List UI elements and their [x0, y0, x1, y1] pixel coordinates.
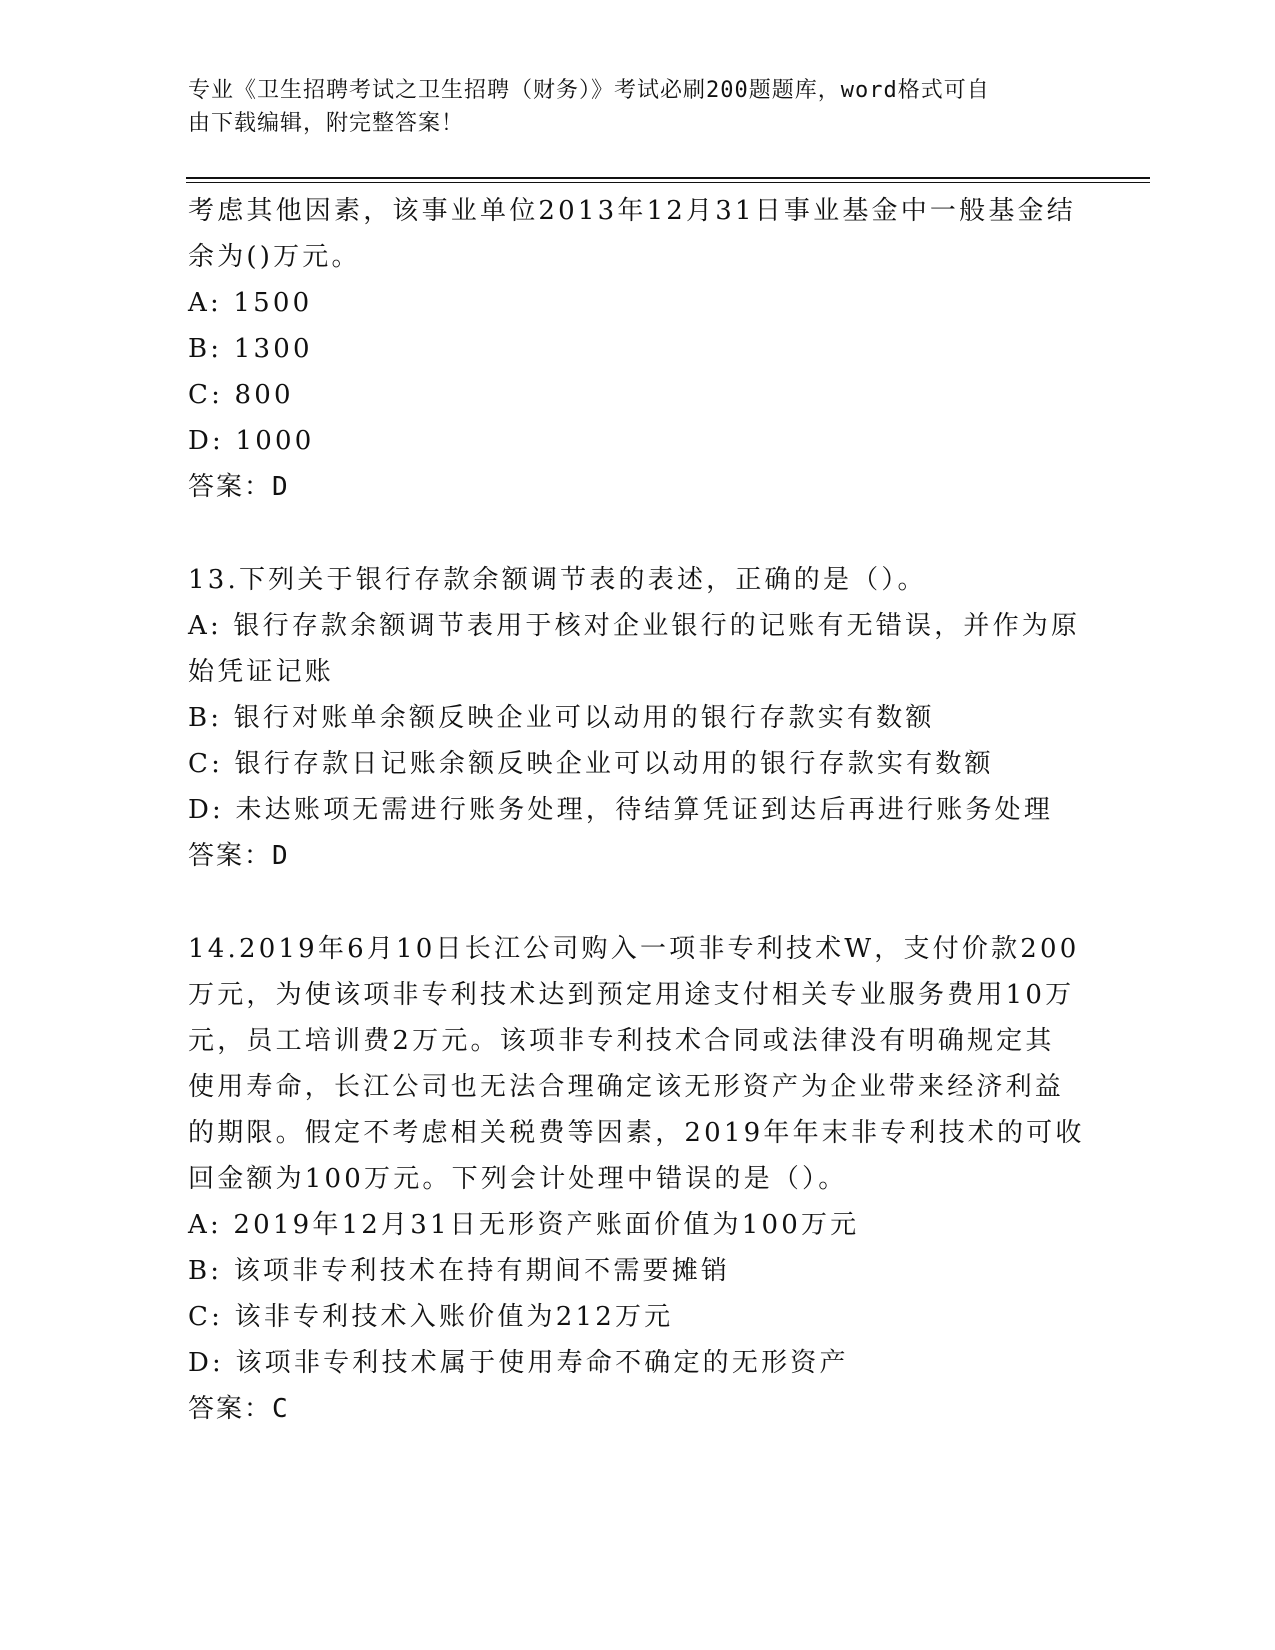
question-stem-line: 元，员工培训费2万元。该项非专利技术合同或法律没有明确规定其 — [188, 1026, 1055, 1056]
option-a: A: 1500 — [188, 288, 313, 318]
option-c: C: 银行存款日记账余额反映企业可以动用的银行存款实有数额 — [188, 749, 994, 779]
answer-line: 答案：C — [188, 1394, 290, 1424]
question-stem-line: 考虑其他因素，该事业单位2013年12月31日事业基金中一般基金结 — [188, 196, 1076, 226]
header-line-2: 由下载编辑，附完整答案！ — [188, 111, 465, 136]
question-stem-line: 万元，为使该项非专利技术达到预定用途支付相关专业服务费用10万 — [188, 980, 1075, 1010]
option-c: C: 800 — [188, 380, 294, 410]
question-list — [188, 188, 1088, 1432]
question-stem-line: 余为()万元。 — [188, 242, 361, 272]
question-stem-line: 13.下列关于银行存款余额调节表的表述，正确的是（）。 — [188, 565, 927, 595]
answer-line: 答案：D — [188, 841, 290, 871]
document-header — [188, 74, 1068, 140]
option-d: D: 未达账项无需进行账务处理，待结算凭证到达后再进行账务处理 — [188, 795, 1054, 825]
question-14 — [188, 926, 1088, 1432]
header-rule-thin — [186, 182, 1150, 183]
question-spacer — [188, 879, 1088, 926]
option-c: C: 该非专利技术入账价值为212万元 — [188, 1302, 674, 1332]
question-spacer — [188, 510, 1088, 557]
question-12 — [188, 188, 1088, 510]
option-b: B: 该项非专利技术在持有期间不需要摊销 — [188, 1256, 731, 1286]
header-line-1: 专业《卫生招聘考试之卫生招聘（财务）》考试必刷200题题库，word格式可自 — [188, 78, 990, 103]
question-13 — [188, 557, 1088, 879]
option-b: B: 银行对账单余额反映企业可以动用的银行存款实有数额 — [188, 703, 935, 733]
question-stem-line: 回金额为100万元。下列会计处理中错误的是（）。 — [188, 1164, 848, 1194]
option-b: B: 1300 — [188, 334, 313, 364]
question-stem-line: 使用寿命，长江公司也无法合理确定该无形资产为企业带来经济利益 — [188, 1072, 1065, 1102]
option-a: A: 2019年12月31日无形资产账面价值为100万元 — [188, 1210, 860, 1240]
option-a-continued: 始凭证记账 — [188, 657, 335, 687]
question-stem-line: 的期限。假定不考虑相关税费等因素，2019年年末非专利技术的可收 — [188, 1118, 1085, 1148]
option-d: D: 该项非专利技术属于使用寿命不确定的无形资产 — [188, 1348, 849, 1378]
question-stem-line: 14.2019年6月10日长江公司购入一项非专利技术W，支付价款200 — [188, 934, 1080, 964]
option-d: D: 1000 — [188, 426, 315, 456]
header-rule-thick — [186, 177, 1150, 179]
option-a: A: 银行存款余额调节表用于核对企业银行的记账有无错误，并作为原 — [188, 611, 1081, 641]
answer-line: 答案：D — [188, 472, 290, 502]
